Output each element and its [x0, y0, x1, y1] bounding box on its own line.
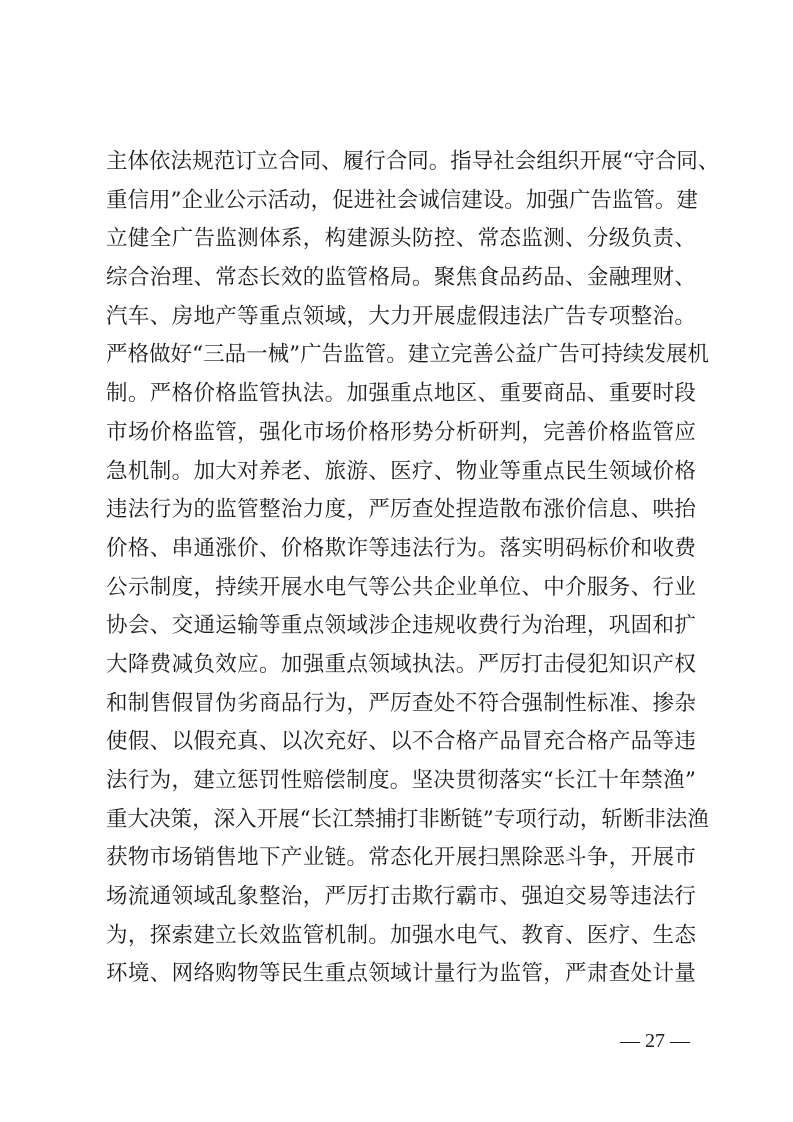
text-line: 为 ， 探 索 建 立 长 效 监 管 机 制 。 加 强 水 电 气 、 教 育 、 医 疗 、 生 态 — [106, 922, 696, 948]
text-line: 环 境 、 网 络 购 物 等 民 生 重 点 领 域 计 量 行 为 监 管 ， 严 肃 查 处 计 量 — [106, 961, 696, 987]
text-line: 法 行 为 ， 建 立 惩 罚 性 赔 偿 制 度 。 坚 决 贯 彻 落 实 “ 长 江 十 年 禁 渔 ” — [106, 768, 696, 793]
text-line: 汽 车 、 房 地 产 等 重 点 领 域 ， 大 力 开 展 虚 假 违 法 广 告 专 项 整 治 。 — [106, 303, 696, 329]
text-line: 和 制 售 假 冒 伪 劣 商 品 行 为 ， 严 厉 查 处 不 符 合 强 制 性 标 准 、 掺 杂 — [106, 690, 696, 716]
text-line: 获 物 市 场 销 售 地 下 产 业 链 。 常 态 化 开 展 扫 黑 除 恶 斗 争 ， 开 展 市 — [106, 845, 696, 871]
text-line: 场 流 通 领 域 乱 象 整 治 ， 严 厉 打 击 欺 行 霸 市 、 强 迫 交 易 等 违 法 行 — [106, 884, 696, 910]
text-line: 市 场 价 格 监 管 ， 强 化 市 场 价 格 形 势 分 析 研 判 ， 完 善 价 格 监 管 应 — [106, 419, 696, 445]
text-line: 急 机 制 。 加 大 对 养 老 、 旅 游 、 医 疗 、 物 业 等 重 点 民 生 领 域 价 格 — [106, 458, 696, 484]
text-line: 使 假 、 以 假 充 真 、 以 次 充 好 、 以 不 合 格 产 品 冒 充 合 格 产 品 等 违 — [106, 729, 696, 755]
text-line: 立 健 全 广 告 监 测 体 系 ， 构 建 源 头 防 控 、 常 态 监 测 、 分 级 负 责 、 — [106, 226, 696, 252]
text-line: 主 体 依 法 规 范 订 立 合 同 、 履 行 合 同 。 指 导 社 会 组 织 开 展 “ 守 合 同 、 — [106, 149, 720, 174]
page-number: — 27 — — [620, 1030, 690, 1052]
text-line: 协 会 、 交 通 运 输 等 重 点 领 域 涉 企 违 规 收 费 行 为 治 理 ， 巩 固 和 扩 — [106, 613, 696, 639]
text-line: 违 法 行 为 的 监 管 整 治 力 度 ， 严 厉 查 处 捏 造 散 布 涨 价 信 息 、 哄 抬 — [106, 497, 696, 523]
text-line: 制 。 严 格 价 格 监 管 执 法 。 加 强 重 点 地 区 、 重 要 商 品 、 重 要 时 段 — [106, 381, 696, 407]
text-line: 大 降 费 减 负 效 应 。 加 强 重 点 领 域 执 法 。 严 厉 打 击 侵 犯 知 识 产 权 — [106, 651, 696, 677]
text-line: 重 信 用 ” 企 业 公 示 活 动 ， 促 进 社 会 诚 信 建 设 。 加 强 广 告 监 管 。 建 — [106, 187, 698, 213]
body-text — [106, 143, 720, 994]
text-line: 严 格 做 好 “ 三 品 一 械 ” 广 告 监 管 。 建 立 完 善 公 益 广 告 可 持 续 发 展 机 — [106, 342, 709, 368]
text-line: 重 大 决 策 ， 深 入 开 展 “ 长 江 禁 捕 打 非 断 链 ” 专 项 行 动 ， 斩 断 非 法 渔 — [106, 806, 709, 832]
text-line: 综 合 治 理 、 常 态 长 效 的 监 管 格 局 。 聚 焦 食 品 药 品 、 金 融 理 财 、 — [106, 265, 696, 291]
text-line: 公 示 制 度 ， 持 续 开 展 水 电 气 等 公 共 企 业 单 位 、 中 介 服 务 、 行 业 — [106, 574, 696, 600]
text-line: 价 格 、 串 通 涨 价 、 价 格 欺 诈 等 违 法 行 为 。 落 实 明 码 标 价 和 收 费 — [106, 535, 696, 561]
